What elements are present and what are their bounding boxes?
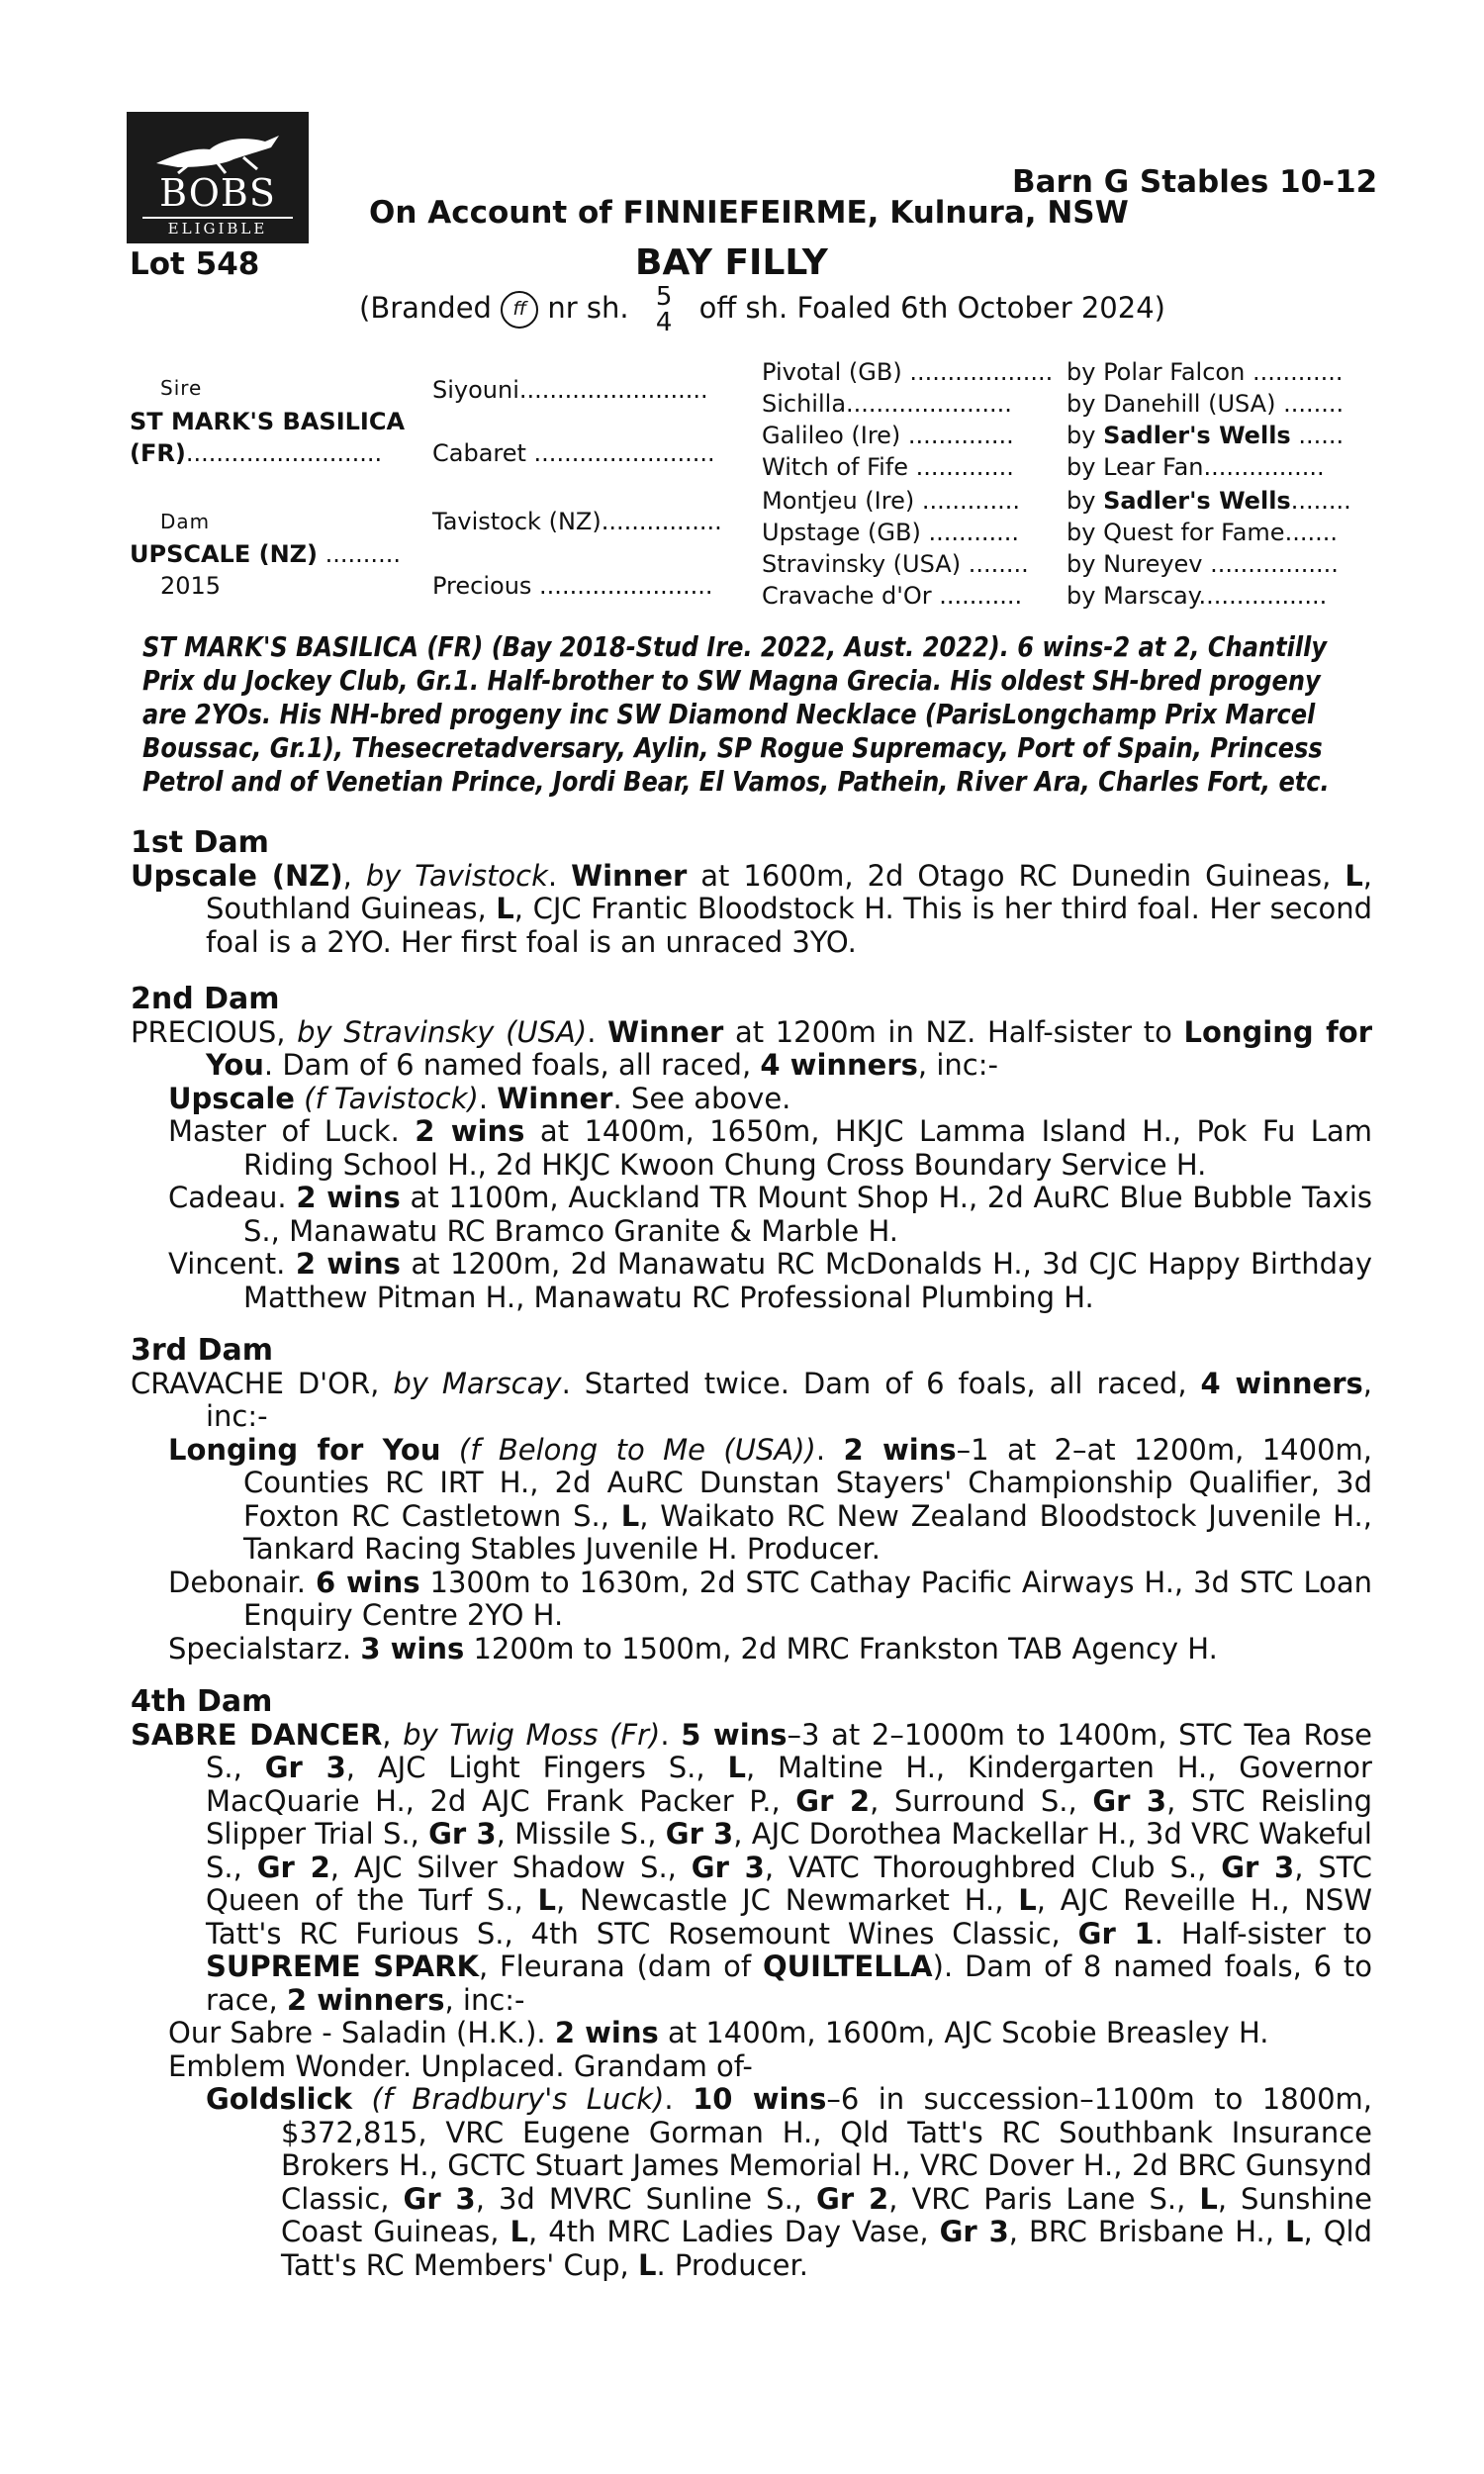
- text-bold: Winner: [607, 1014, 724, 1049]
- text-bold: Gr 3: [428, 1817, 497, 1851]
- text: , Maltine H., Kindergarten H., Governor MacQuarie H., 2d AJC Frank Packer P.,: [206, 1751, 1372, 1818]
- foal-entry: [131, 1115, 1372, 1182]
- great-grandparent-row: Upstage (GB) ............: [762, 519, 1020, 546]
- text-bold: L: [1018, 1883, 1037, 1917]
- grandparent-row: Cabaret ........................: [432, 439, 715, 467]
- text: at 1200m in NZ. Half-sister to: [723, 1014, 1184, 1049]
- text: . Dam of 6 named foals, all raced,: [263, 1048, 761, 1082]
- text: , 3d MVRC Sunline S.,: [475, 2181, 817, 2216]
- branded-mid: nr sh.: [547, 291, 629, 325]
- text-bold: 2 wins: [554, 2016, 659, 2049]
- text: . See above.: [612, 1081, 791, 1115]
- text: , Qld Tatt's RC Members' Cup,: [281, 2215, 1372, 2282]
- text: 1300m to 1630m, 2d STC Cathay Pacific Airways H., 3d STC Loan Enquiry Centre 2YO H.: [243, 1565, 1373, 1632]
- text: Emblem Wonder. Unplaced. Grandam of-: [168, 2048, 753, 2083]
- foal-entry: [131, 1248, 1372, 1314]
- sire-ref: by Tavistock: [365, 858, 548, 893]
- text: , Missile S.,: [496, 1817, 666, 1851]
- text-bold: Gr 3: [665, 1817, 734, 1851]
- text-bold: 4 winners: [760, 1048, 918, 1082]
- text-bold: Gr 3: [1221, 1850, 1295, 1884]
- text-bold: Gr 3: [691, 1850, 765, 1884]
- text-bold: Gr 2: [816, 2181, 889, 2216]
- text: , inc:-: [206, 1366, 1373, 1433]
- great-grandparent-name: Galileo (Ire): [762, 422, 901, 449]
- sire-of-row: by Quest for Fame.......: [1067, 519, 1338, 546]
- text: , Sunshine Coast Guineas,: [281, 2181, 1372, 2248]
- text: , STC Queen of the Turf S.,: [206, 1850, 1373, 1917]
- fraction-top: 5: [655, 282, 673, 312]
- horse-name: Longing for You: [168, 1432, 441, 1467]
- text-bold: Gr 3: [939, 2215, 1009, 2248]
- text: , Surround S.,: [870, 1783, 1093, 1818]
- text-bold: L: [637, 2247, 657, 2282]
- text: –6 in succession–1100m to 1800m, $372,815, VRC Eugene Gorman H., Qld Tatt's RC Southbank Insurance Brokers H., GCTC Stuart James Memorial H., VRC Dover H., 2d BRC Gunsynd Classic,: [281, 2082, 1373, 2216]
- grandparent-name: Siyouni: [432, 376, 519, 404]
- sire-of-row: by Sadler's Wells........: [1067, 487, 1351, 515]
- great-grandparent-name: Cravache d'Or: [762, 582, 932, 610]
- section-heading: 3rd Dam: [131, 1333, 273, 1368]
- grandparent-name: Tavistock (NZ): [432, 508, 602, 535]
- text-bold: 2 wins: [843, 1432, 957, 1467]
- text-bold: Gr 1: [1077, 1916, 1155, 1951]
- horse-name: Upscale (NZ): [131, 858, 343, 893]
- second-dam-section: [131, 983, 1372, 1314]
- fraction-bottom: 4: [655, 308, 673, 337]
- great-grandparent-name: Montjeu (Ire): [762, 487, 915, 515]
- foal-entry: [131, 1182, 1372, 1248]
- text: , STC Reisling Slipper Trial S.,: [206, 1783, 1372, 1851]
- foal-entry: [131, 1567, 1372, 1633]
- text: , Waikato RC New Zealand Bloodstock Juvenile H., Tankard Racing Stables Juvenile H. Producer.: [243, 1498, 1372, 1566]
- text: , VATC Thoroughbred Club S.,: [764, 1850, 1222, 1884]
- text-bold: L: [537, 1883, 556, 1917]
- text: , AJC Reveille H., NSW Tatt's RC Furious S., 4th STC Rosemount Wines Classic,: [206, 1883, 1372, 1951]
- text: .: [660, 1717, 682, 1752]
- foal-entry: [131, 1633, 1372, 1666]
- sire-of-row: by Sadler's Wells ......: [1067, 422, 1345, 449]
- text: Our Sabre - Saladin (H.K.).: [168, 2016, 555, 2049]
- text: at 1600m, 2d Otago RC Dunedin Guineas,: [687, 858, 1345, 893]
- horse-icon: [148, 126, 287, 175]
- foal-entry: [131, 2050, 1372, 2084]
- great-grandparent-name: Witch of Fife: [762, 453, 909, 481]
- sire-ref: (f Belong to Me (USA)): [458, 1432, 816, 1467]
- first-dam-paragraph: Upscale (NZ), by Tavistock. Winner at 1600m, 2d Otago RC Dunedin Guineas, L, Southland Guineas, L, CJC Frantic Bloodstock H. This is her third foal. Her second foal is a 2YO. Her first foal is an unraced 3YO.: [131, 858, 1373, 959]
- brand-fraction: [656, 284, 673, 335]
- sire-of-row: by Lear Fan................: [1067, 453, 1325, 481]
- dam-label: Dam: [160, 510, 211, 533]
- text-bold: 4 winners: [1200, 1366, 1363, 1400]
- section-heading: 1st Dam: [131, 825, 269, 860]
- horse-name: Upscale: [168, 1081, 295, 1115]
- text: . Started twice. Dam of 6 foals, all raced,: [561, 1366, 1201, 1400]
- great-grandparent-row: Montjeu (Ire) .............: [762, 487, 1021, 515]
- great-grandparent-row: Stravinsky (USA) ........: [762, 550, 1029, 578]
- text-bold: Longing for You: [206, 1014, 1373, 1082]
- horse-name: SABRE DANCER: [131, 1717, 383, 1752]
- great-grandparent-row: Pivotal (GB) ...................: [762, 358, 1054, 386]
- text-bold: 3 wins: [360, 1631, 465, 1665]
- sire-of-name: by Nureyev: [1067, 550, 1203, 578]
- account-line: On Account of FINNIEFEIRME, Kulnura, NSW: [369, 195, 1129, 231]
- text-bold: Gr 3: [264, 1751, 346, 1784]
- great-grandparent-row: Witch of Fife .............: [762, 453, 1014, 481]
- branded-post: off sh. Foaled 6th October 2024): [698, 291, 1165, 325]
- barn-location: Barn G Stables 10-12: [1012, 164, 1378, 200]
- dam-year: 2015: [160, 572, 222, 600]
- sire-of-row: by Nureyev .................: [1067, 550, 1339, 578]
- text: ). Dam of 8 named foals, 6 to race,: [206, 1950, 1372, 2017]
- text: , Southland Guineas,: [206, 858, 1373, 925]
- text-bold: 6 wins: [315, 1565, 420, 1599]
- text: at 1200m, 2d Manawatu RC McDonalds H., 3d CJC Happy Birthday Matthew Pitman H., Manawatu RC Professional Plumbing H.: [243, 1247, 1372, 1314]
- text: , AJC Silver Shadow S.,: [329, 1850, 692, 1884]
- great-grandparent-name: Pivotal (GB): [762, 358, 902, 386]
- text: at 1400m, 1600m, AJC Scobie Breasley H.: [658, 2016, 1269, 2049]
- section-heading: 4th Dam: [131, 1684, 273, 1719]
- sire-of-name: by Lear Fan: [1067, 453, 1204, 481]
- text: 1200m to 1500m, 2d MRC Frankston TAB Agency H.: [464, 1631, 1218, 1665]
- text-bold: L: [496, 892, 514, 925]
- foal-entry: [131, 1083, 1372, 1116]
- sire-origin: (FR): [130, 439, 186, 467]
- ff-brand-icon: ff: [501, 291, 538, 329]
- sire-ref: (f Bradbury's Luck): [371, 2082, 665, 2116]
- great-grandparent-row: Cravache d'Or ...........: [762, 582, 1023, 610]
- horse-name: PRECIOUS: [131, 1014, 277, 1049]
- third-dam-paragraph: CRAVACHE D'OR, by Marscay. Started twice. Dam of 6 foals, all raced, 4 winners, inc:-: [131, 1366, 1373, 1433]
- sire-of-name: by Marscay: [1067, 582, 1199, 610]
- text: . Half-sister to: [1154, 1916, 1372, 1951]
- text: –3 at 2–1000m to 1400m, STC Tea Rose S.,: [206, 1717, 1373, 1784]
- sire-of-name: by Danehill (USA): [1067, 390, 1276, 418]
- sire-origin-row: (FR)..........................: [130, 439, 383, 467]
- text-bold: 2 winners: [286, 1982, 445, 2017]
- text-bold: Gr 3: [403, 2181, 476, 2216]
- text-bold: L: [620, 1498, 640, 1533]
- text-bold: Winner: [497, 1081, 613, 1115]
- sire-ref: by Stravinsky (USA): [297, 1014, 588, 1049]
- grand-foal-entry: [131, 2083, 1372, 2282]
- sire-of-bold: Sadler's Wells: [1103, 422, 1291, 449]
- third-dam-section: [131, 1334, 1372, 1665]
- text-bold: SUPREME SPARK: [206, 1950, 479, 1983]
- fourth-dam-section: [131, 1685, 1372, 2282]
- text: Specialstarz.: [168, 1631, 361, 1665]
- text: , inc:-: [444, 1982, 525, 2017]
- great-grandparent-name: Stravinsky (USA): [762, 550, 962, 578]
- sire-summary: ST MARK'S BASILICA (FR) (Bay 2018-Stud Ire. 2022, Aust. 2022). 6 wins-2 at 2, Chantilly Prix du Jockey Club, Gr.1. Half-brother to SW Magna Grecia. His oldest SH-bred progeny are 2YOs. His NH-bred progeny inc SW Diamond Necklace (ParisLongchamp Prix Marcel Boussac, Gr.1), Thesecretadversary, Aylin, SP Rogue Supremacy, Port of Spain, Princess Petrol and of Venetian Prince, Jordi Bear, El Vamos, Pathein, River Ara, Charles Fort, etc.: [142, 630, 1330, 798]
- text: Debonair.: [168, 1565, 316, 1599]
- sire-of-row: by Marscay.................: [1067, 582, 1328, 610]
- grandparent-name: Cabaret: [432, 439, 526, 467]
- grandparent-row: Siyouni.........................: [432, 376, 708, 404]
- sire-label: Sire: [160, 376, 203, 400]
- text: at 1400m, 1650m, HKJC Lamma Island H., Pok Fu Lam Riding School H., 2d HKJC Kwoon Chung Cross Boundary Service H.: [243, 1114, 1372, 1182]
- text-bold: L: [727, 1751, 746, 1784]
- logo-brand: BOBS: [159, 171, 276, 215]
- great-grandparent-name: Sichilla: [762, 390, 847, 418]
- bobs-eligible-logo: [127, 112, 309, 243]
- text: –1 at 2–at 1200m, 1400m, Counties RC IRT H., 2d AuRC Dunstan Stayers' Championship Qualifier, 3d Foxton RC Castletown S.,: [243, 1432, 1373, 1533]
- text: .: [478, 1081, 498, 1115]
- text: . Producer.: [656, 2247, 808, 2282]
- text-bold: Winner: [571, 858, 688, 893]
- text: Vincent.: [168, 1247, 296, 1281]
- dam-name-row: UPSCALE (NZ) ..........: [130, 540, 401, 568]
- sire-ref: (f Tavistock): [304, 1081, 479, 1115]
- text: , Fleurana (dam of: [478, 1950, 763, 1983]
- text: .: [815, 1432, 844, 1467]
- sire-of-name: by Quest for Fame: [1067, 519, 1285, 546]
- logo-sub: ELIGIBLE: [142, 217, 293, 238]
- text: Cadeau.: [168, 1181, 297, 1214]
- text-bold: QUILTELLA: [762, 1950, 933, 1983]
- text: .: [547, 858, 572, 893]
- sire-of-bold: Sadler's Wells: [1103, 487, 1291, 515]
- text: , BRC Brisbane H.,: [1008, 2215, 1285, 2248]
- second-dam-paragraph: PRECIOUS, by Stravinsky (USA). Winner at 1200m in NZ. Half-sister to Longing for You. Dam of 6 named foals, all raced, 4 winners, inc:-: [131, 1014, 1373, 1082]
- branded-pre: (Branded: [359, 291, 492, 325]
- fourth-dam-paragraph: SABRE DANCER, by Twig Moss (Fr). 5 wins–3 at 2–1000m to 1400m, STC Tea Rose S., Gr 3, AJC Light Fingers S., L, Maltine H., Kindergarten H., Governor MacQuarie H., 2d AJC Frank Packer P., Gr 2, Surround S., Gr 3, STC Reisling Slipper Trial S., Gr 3, Missile S., Gr 3, AJC Dorothea Mackellar H., 3d VRC Wakeful S., Gr 2, AJC Silver Shadow S., Gr 3, VATC Thoroughbred Club S., Gr 3, STC Queen of the Turf S., L, Newcastle JC Newmarket H., L, AJC Reveille H., NSW Tatt's RC Furious S., 4th STC Rosemount Wines Classic, Gr 1. Half-sister to SUPREME SPARK, Fleurana (dam of QUILTELLA). Dam of 8 named foals, 6 to race, 2 winners, inc:-: [131, 1717, 1373, 2017]
- text-bold: Gr 2: [795, 1783, 871, 1818]
- text: , CJC Frantic Bloodstock H. This is her third foal. Her second foal is a 2YO. Her first foal is an unraced 3YO.: [206, 892, 1372, 959]
- text-bold: 5 wins: [681, 1717, 788, 1752]
- text: , AJC Dorothea Mackellar H., 3d VRC Wakeful S.,: [206, 1817, 1372, 1884]
- brand-line: [359, 284, 1165, 335]
- dam-name: UPSCALE (NZ): [130, 540, 319, 568]
- text-bold: 2 wins: [296, 1181, 401, 1214]
- grandparent-row: Tavistock (NZ)................: [432, 508, 722, 535]
- text-bold: Gr 2: [256, 1850, 330, 1884]
- text: , Newcastle JC Newmarket H.,: [555, 1883, 1019, 1917]
- text-bold: Gr 3: [1092, 1783, 1167, 1818]
- text: , inc:-: [917, 1048, 998, 1082]
- horse-name: CRAVACHE D'OR: [131, 1366, 371, 1400]
- foal-entry: [131, 1434, 1372, 1567]
- grandparent-name: Precious: [432, 572, 532, 600]
- text-bold: 2 wins: [295, 1247, 401, 1281]
- text-bold: L: [1284, 2215, 1304, 2248]
- text: , VRC Paris Lane S.,: [888, 2181, 1200, 2216]
- sire-of-row: by Danehill (USA) ........: [1067, 390, 1345, 418]
- great-grandparent-row: Galileo (Ire) ..............: [762, 422, 1014, 449]
- text-bold: L: [510, 2215, 528, 2248]
- lot-number: Lot 548: [130, 246, 260, 282]
- horse-name: Goldslick: [206, 2082, 353, 2116]
- text-bold: 10 wins: [693, 2082, 827, 2116]
- sire-name: ST MARK'S BASILICA: [130, 408, 406, 435]
- text: , 4th MRC Ladies Day Vase,: [527, 2215, 940, 2248]
- text: at 1100m, Auckland TR Mount Shop H., 2d AuRC Blue Bubble Taxis S., Manawatu RC Bramco Granite & Marble H.: [243, 1181, 1372, 1248]
- foal-entry: [131, 2017, 1372, 2050]
- sire-of-name: by: [1067, 487, 1096, 515]
- sire-of-row: by Polar Falcon ............: [1067, 358, 1344, 386]
- sire-ref: by Marscay: [393, 1366, 562, 1400]
- sire-of-name: by: [1067, 422, 1096, 449]
- sire-of-name: by Polar Falcon: [1067, 358, 1246, 386]
- great-grandparent-row: Sichilla......................: [762, 390, 1012, 418]
- text: Master of Luck.: [168, 1114, 416, 1148]
- grandparent-row: Precious .......................: [432, 572, 713, 600]
- text-bold: L: [1345, 858, 1363, 893]
- text-bold: 2 wins: [415, 1114, 525, 1148]
- great-grandparent-name: Upstage (GB): [762, 519, 921, 546]
- text: .: [587, 1014, 608, 1049]
- text: , AJC Light Fingers S.,: [345, 1751, 728, 1784]
- first-dam-section: [131, 826, 1372, 959]
- sire-ref: by Twig Moss (Fr): [403, 1717, 661, 1752]
- text-bold: L: [1199, 2181, 1218, 2216]
- text: .: [664, 2082, 694, 2116]
- section-heading: 2nd Dam: [131, 982, 280, 1016]
- page-title: BAY FILLY: [635, 242, 828, 283]
